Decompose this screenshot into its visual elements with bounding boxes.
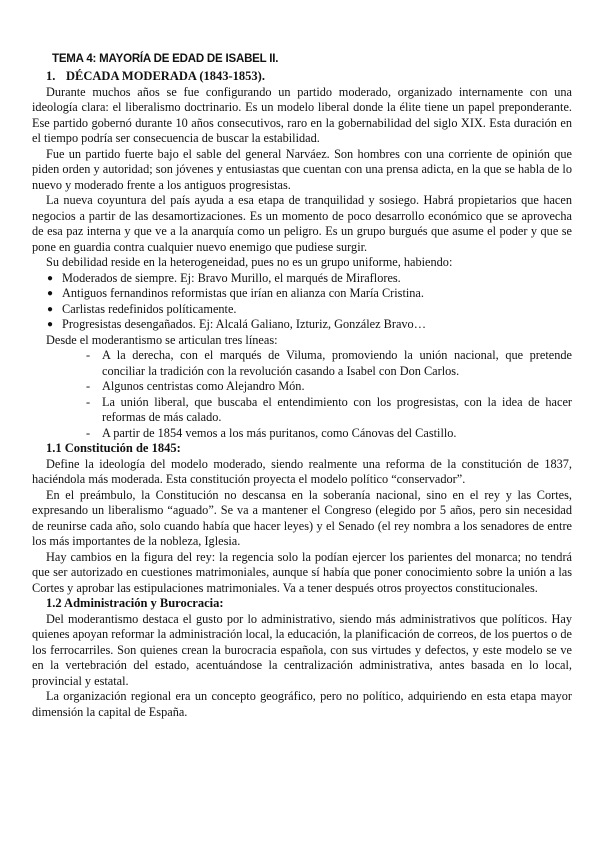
paragraph: La nueva coyuntura del país ayuda a esa etapa de tranquilidad y sosiego. Habrá propietarios que hacen negocios a partir de las desamortizaciones. Es un momento de poco desarrollo económico que se aprovecha de esa paz interna y que ve a la anarquía como un peligro. Es un grupo burgués que asume el poder y que se pone en guardia contra cualquier nuevo enemigo que pudiese surgir. [32,193,572,254]
document-body [32,52,572,720]
bullet-icon: ● [47,288,54,299]
paragraph: En el preámbulo, la Constitución no descansa en la soberanía nacional, sino en el rey y las Cortes, expresando un liberalismo “aguado”. Se va a mantener el Congreso (elegido por 5 años, pero sin necesidad de reunirse cada año, solo cuando había que hacer leyes) y el Senado (el rey nombra a los senadores de entre los más importantes de la nobleza, Iglesia. [32,487,572,548]
section-title [46,69,572,85]
paragraph: La organización regional era un concepto geográfico, pero no político, adquiriendo en esta etapa mayor dimensión la capital de España. [32,689,572,719]
section-title-text: DÉCADA MODERADA (1843-1853). [66,69,265,83]
bullet-icon: ● [47,319,54,330]
bullet-list [32,271,572,333]
dash-icon: - [86,379,91,393]
dash-icon: - [86,425,91,440]
dash-item: - A la derecha, con el marqués de Viluma, promoviendo la unión nacional, que pretende conciliar la tradición con la revolución casando a Isabel con Don Carlos. [86,348,572,378]
dash-item: - La unión liberal, que buscaba el entendimiento con los progresistas, con la idea de hacer reformas de más calado. [86,394,572,424]
subsection-title: 1.1 Constitución de 1845: [46,441,181,455]
topic-title: TEMA 4: MAYORÍA DE EDAD DE ISABEL II. [52,53,279,65]
bullet-item: ● Progresistas desengañados. Ej: Alcalá Galiano, Izturiz, González Bravo… [47,317,427,331]
bullet-item: ● Carlistas redefinidos políticamente. [47,301,237,316]
paragraph: Hay cambios en la figura del rey: la regencia solo la podían ejercer los parientes del monarca; no tendrá que ser autorizado en cuestiones matrimoniales, aunque sí había que poner conocimiento sobre la unión a las Cortes y aprobar las estipulaciones matrimoniales. Va a tener después otros proyectos constitucionales. [32,549,572,595]
bullet-item: ● Antiguos fernandinos reformistas que irían en alianza con María Cristina. [47,286,424,300]
paragraph: Desde el moderantismo se articulan tres líneas: [46,332,278,347]
bullet-icon: ● [47,303,54,315]
paragraph: Del moderantismo destaca el gusto por lo administrativo, siendo más administrativos que políticos. Hay quienes apoyan reformar la administración local, la educación, la planificación de correos, de los puertos o de los ferrocarriles. Son quienes crean la burocracia española, con sus virtudes y defectos, y este modelo se ve en la vertebración del estado, acentuándose la centralización administrativa, antes basada en lo local, provincial y estatal. [32,611,572,688]
section-number: 1. [46,69,56,83]
paragraph: Fue un partido fuerte bajo el sable del general Narváez. Son hombres con una corriente de opinión que piden orden y autoridad; son jóvenes y entusiastas que cuentan con una prensa adicta, en la que se habla de lo nuevo y moderado frente a los antiguos progresistas. [32,146,572,192]
bullet-icon: ● [47,272,54,284]
paragraph: Durante muchos años se fue configurando un partido moderado, organizado internamente con una ideología clara: el liberalismo doctrinario. Es un modelo liberal donde la élite tiene un papel preponderante. Ese partido gobernó durante 10 años consecutivos, raro en la gobernabilidad del siglo XIX. Esta duración en el tiempo podría ser consecuencia de buscar la estabilidad. [32,84,572,145]
bullet-item: ● Moderados de siempre. Ej: Bravo Murillo, el marqués de Miraflores. [47,270,401,285]
dash-item: - A partir de 1854 vemos a los más puritanos, como Cánovas del Castillo. [86,425,457,440]
paragraph: Define la ideología del modelo moderado, siendo realmente una reforma de la constitución de 1837, haciéndola más moderada. Esta constitución proyecta el modelo político “conservador”. [32,456,572,486]
dash-list [32,348,572,441]
dash-icon: - [86,348,91,362]
dash-item: - Algunos centristas como Alejandro Món. [86,379,305,393]
subsection-title: 1.2 Administración y Burocracia: [46,596,224,610]
dash-icon: - [86,394,91,409]
paragraph: Su debilidad reside en la heterogeneidad, pues no es un grupo uniforme, habiendo: [46,255,453,269]
